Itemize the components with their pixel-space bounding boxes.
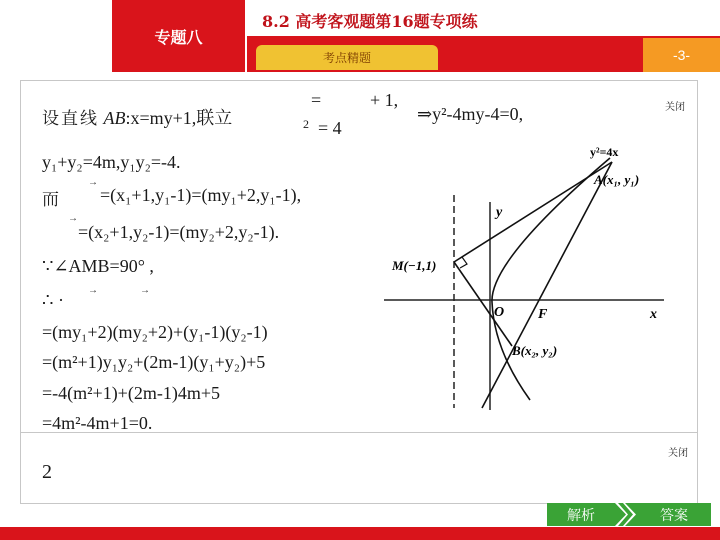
solution-line-5: ∵∠AMB=90° ,: [42, 256, 154, 276]
vector-arrow-icon: →: [140, 285, 150, 296]
parabola-figure: [382, 140, 672, 410]
point-a-label: A(x₁, y₁): [594, 172, 640, 187]
page-number: -3-: [643, 38, 720, 72]
analysis-button-label: 解析: [567, 507, 595, 524]
chevron-right-icon: [615, 503, 637, 526]
point-m-label: M(−1,1): [392, 258, 437, 273]
solution-line-1-result: ⇒y²-4my-4=0,: [417, 104, 524, 124]
topic-tab: 专题八: [112, 0, 245, 72]
analysis-button[interactable]: [547, 503, 625, 526]
close-solution-link[interactable]: 关闭: [665, 102, 685, 113]
solution-line-8: =(m²+1)y₁y₂+(2m-1)(y₁+y₂)+5: [42, 352, 266, 372]
solution-line-4: =(x₂+1,y₂-1)=(my₂+2,y₂-1).: [78, 222, 280, 242]
answer-button-label: 答案: [660, 507, 688, 524]
parabola-label: y²=4x: [590, 145, 619, 159]
answer-value: 2: [42, 461, 52, 483]
point-b-label: B(x₂, y₂): [512, 343, 558, 358]
vector-arrow-icon: →: [88, 177, 98, 188]
system-eq-2-sup: 2: [303, 117, 309, 131]
answer-panel: [20, 432, 698, 504]
solution-line-3: 而: [42, 190, 61, 210]
solution-line-10: =4m²-4m+1=0.: [42, 413, 153, 433]
focus-label: F: [538, 307, 548, 322]
solution-line-6: ∴ ·: [42, 290, 64, 310]
right-angle-mark: [460, 257, 467, 268]
close-answer-link[interactable]: 关闭: [668, 448, 688, 459]
segment-ma: [454, 162, 612, 262]
origin-label: O: [494, 305, 505, 320]
segment-mb: [454, 262, 512, 346]
solution-line-3-eq: =(x₁+1,y₁-1)=(my₁+2,y₁-1),: [100, 185, 302, 205]
system-eq-2-rhs: = 4: [318, 118, 342, 138]
tab-section[interactable]: 考点精题: [256, 45, 438, 70]
system-eq-1-lhs: =: [311, 90, 322, 110]
solution-line-9: =-4(m²+1)+(2m-1)4m+5: [42, 383, 220, 403]
system-eq-1-rhs: + 1,: [370, 90, 399, 110]
solution-line-2: y₁+y₂=4m,y₁y₂=-4.: [42, 152, 181, 172]
solution-line-7: =(my₁+2)(my₂+2)+(y₁-1)(y₂-1): [42, 322, 268, 342]
x-axis-label: x: [650, 307, 657, 322]
chord-ab: [482, 162, 612, 408]
y-axis-label: y: [496, 205, 503, 220]
solution-line-1: 设直线 AB:x=my+1,联立: [42, 108, 233, 129]
page-title: 8.2 高考客观题第16题专项练: [262, 12, 478, 31]
vector-arrow-icon: →: [68, 213, 78, 224]
vector-arrow-icon: →: [88, 285, 98, 296]
bottom-bar: [0, 527, 720, 540]
